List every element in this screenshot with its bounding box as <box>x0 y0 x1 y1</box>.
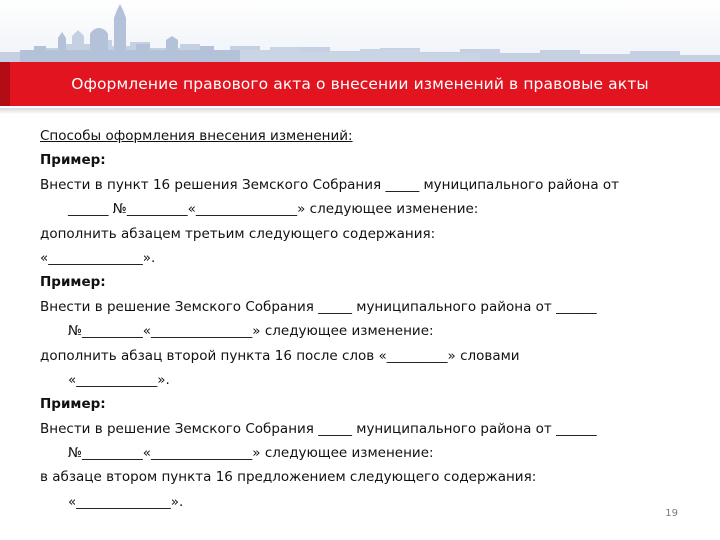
text-line: «____________». <box>68 371 170 388</box>
city-skyline-decoration <box>0 0 720 64</box>
slide-body <box>40 124 680 514</box>
example-label: Пример: <box>40 396 106 413</box>
slide-title: Оформление правового акта о внесении изменений в правовые акты <box>71 75 649 93</box>
text-line: Внести в решение Земского Собрания _____ муниципального района от ______ <box>40 298 597 315</box>
text-line: дополнить абзацем третьим следующего содержания: <box>40 225 436 242</box>
text-line: №_________«_______________» следующее изменение: <box>68 323 434 340</box>
page-number: 19 <box>665 508 678 519</box>
example-label: Пример: <box>40 152 106 169</box>
text-line: «______________». <box>68 493 184 510</box>
example-label: Пример: <box>40 274 106 291</box>
text-line: ______ №_________«_______________» следующее изменение: <box>68 201 479 218</box>
section-heading: Способы оформления внесения изменений: <box>40 128 353 144</box>
text-line: «______________». <box>40 249 156 266</box>
text-line: дополнить абзац второй пункта 16 после слов «_________» словами <box>40 347 520 364</box>
text-line: Внести в решение Земского Собрания _____ муниципального района от ______ <box>40 420 597 437</box>
text-line: Внести в пункт 16 решения Земского Собрания _____ муниципального района от <box>40 176 620 193</box>
banner-shadow-divider <box>0 108 720 114</box>
text-line: в абзаце втором пункта 16 предложением следующего содержания: <box>40 469 537 486</box>
text-line: №_________«_______________» следующее изменение: <box>68 445 434 462</box>
